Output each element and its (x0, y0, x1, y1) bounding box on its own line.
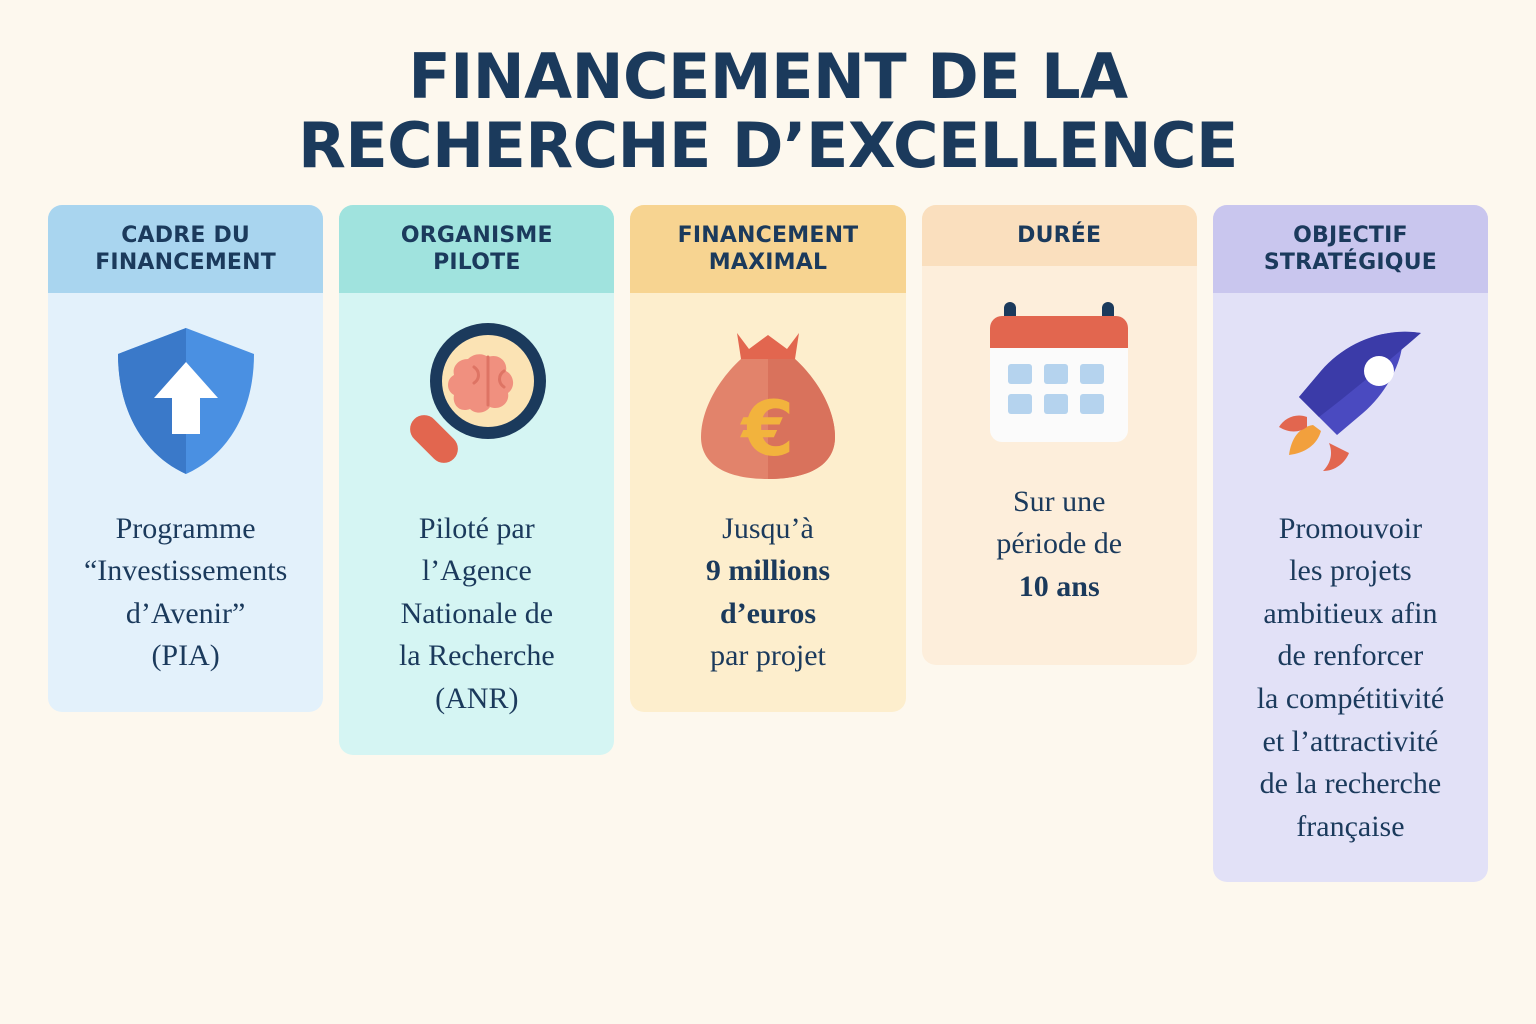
card-text-line: (ANR) (435, 681, 519, 715)
page-title (0, 0, 1536, 181)
card-text-line: Sur une (1012, 484, 1106, 518)
card-text-financement-maximal (690, 508, 846, 712)
card-text-line-highlight: 9 millions (705, 554, 831, 588)
card-row (0, 181, 1536, 882)
card-text-line: Piloté par (418, 511, 535, 545)
card-text-organisme-pilote (383, 508, 571, 755)
card-text-line-highlight: 10 ans (1018, 569, 1100, 603)
card-text-line-highlight: d’euros (719, 596, 817, 630)
money-bag-euro-icon (630, 293, 905, 508)
card-text-line: et l’attractivité (1262, 724, 1439, 758)
card-text-line: l’Agence (421, 554, 532, 588)
card-financement-maximal (630, 205, 905, 712)
card-header-objectif-strategique: OBJECTIF STRATÉGIQUE (1213, 205, 1488, 293)
card-text-line: de renforcer (1277, 639, 1424, 673)
card-text-line: la compétitivité (1256, 681, 1445, 715)
card-objectif-strategique (1213, 205, 1488, 882)
card-header-duree: DURÉE (922, 205, 1197, 266)
page-title-line-1: FINANCEMENT DE LA (408, 40, 1128, 113)
card-header-financement-maximal: FINANCEMENT MAXIMAL (630, 205, 905, 293)
card-text-objectif-strategique (1241, 508, 1460, 883)
card-duree (922, 205, 1197, 665)
card-text-line: par projet (710, 639, 826, 673)
rocket-icon (1213, 293, 1488, 508)
card-text-line: (PIA) (151, 639, 220, 673)
card-header-organisme-pilote: ORGANISME PILOTE (339, 205, 614, 293)
card-text-line: de la recherche (1259, 767, 1442, 801)
page-title-line-2: RECHERCHE D’EXCELLENCE (298, 109, 1238, 183)
card-header-cadre-du-financement: CADRE DU FINANCEMENT (48, 205, 323, 293)
magnifier-brain-icon (339, 293, 614, 508)
card-text-line: d’Avenir” (125, 596, 246, 630)
card-text-line: “Investissements (83, 554, 288, 588)
card-text-line: les projets (1289, 554, 1412, 588)
card-text-line: période de (996, 527, 1123, 561)
card-text-line: Promouvoir (1278, 511, 1423, 545)
card-cadre-du-financement (48, 205, 323, 712)
card-text-line: Programme (115, 511, 256, 545)
card-text-line: Nationale de (400, 596, 554, 630)
card-text-duree (980, 481, 1138, 643)
card-text-line: ambitieux afin (1263, 596, 1438, 630)
shield-arrow-up-icon (48, 293, 323, 508)
svg-text:€: € (741, 384, 795, 474)
card-organisme-pilote (339, 205, 614, 755)
card-text-cadre-du-financement (68, 508, 303, 712)
calendar-icon (922, 266, 1197, 481)
card-text-line: française (1296, 809, 1405, 843)
card-text-line: la Recherche (398, 639, 555, 673)
card-text-line: Jusqu’à (722, 511, 814, 545)
